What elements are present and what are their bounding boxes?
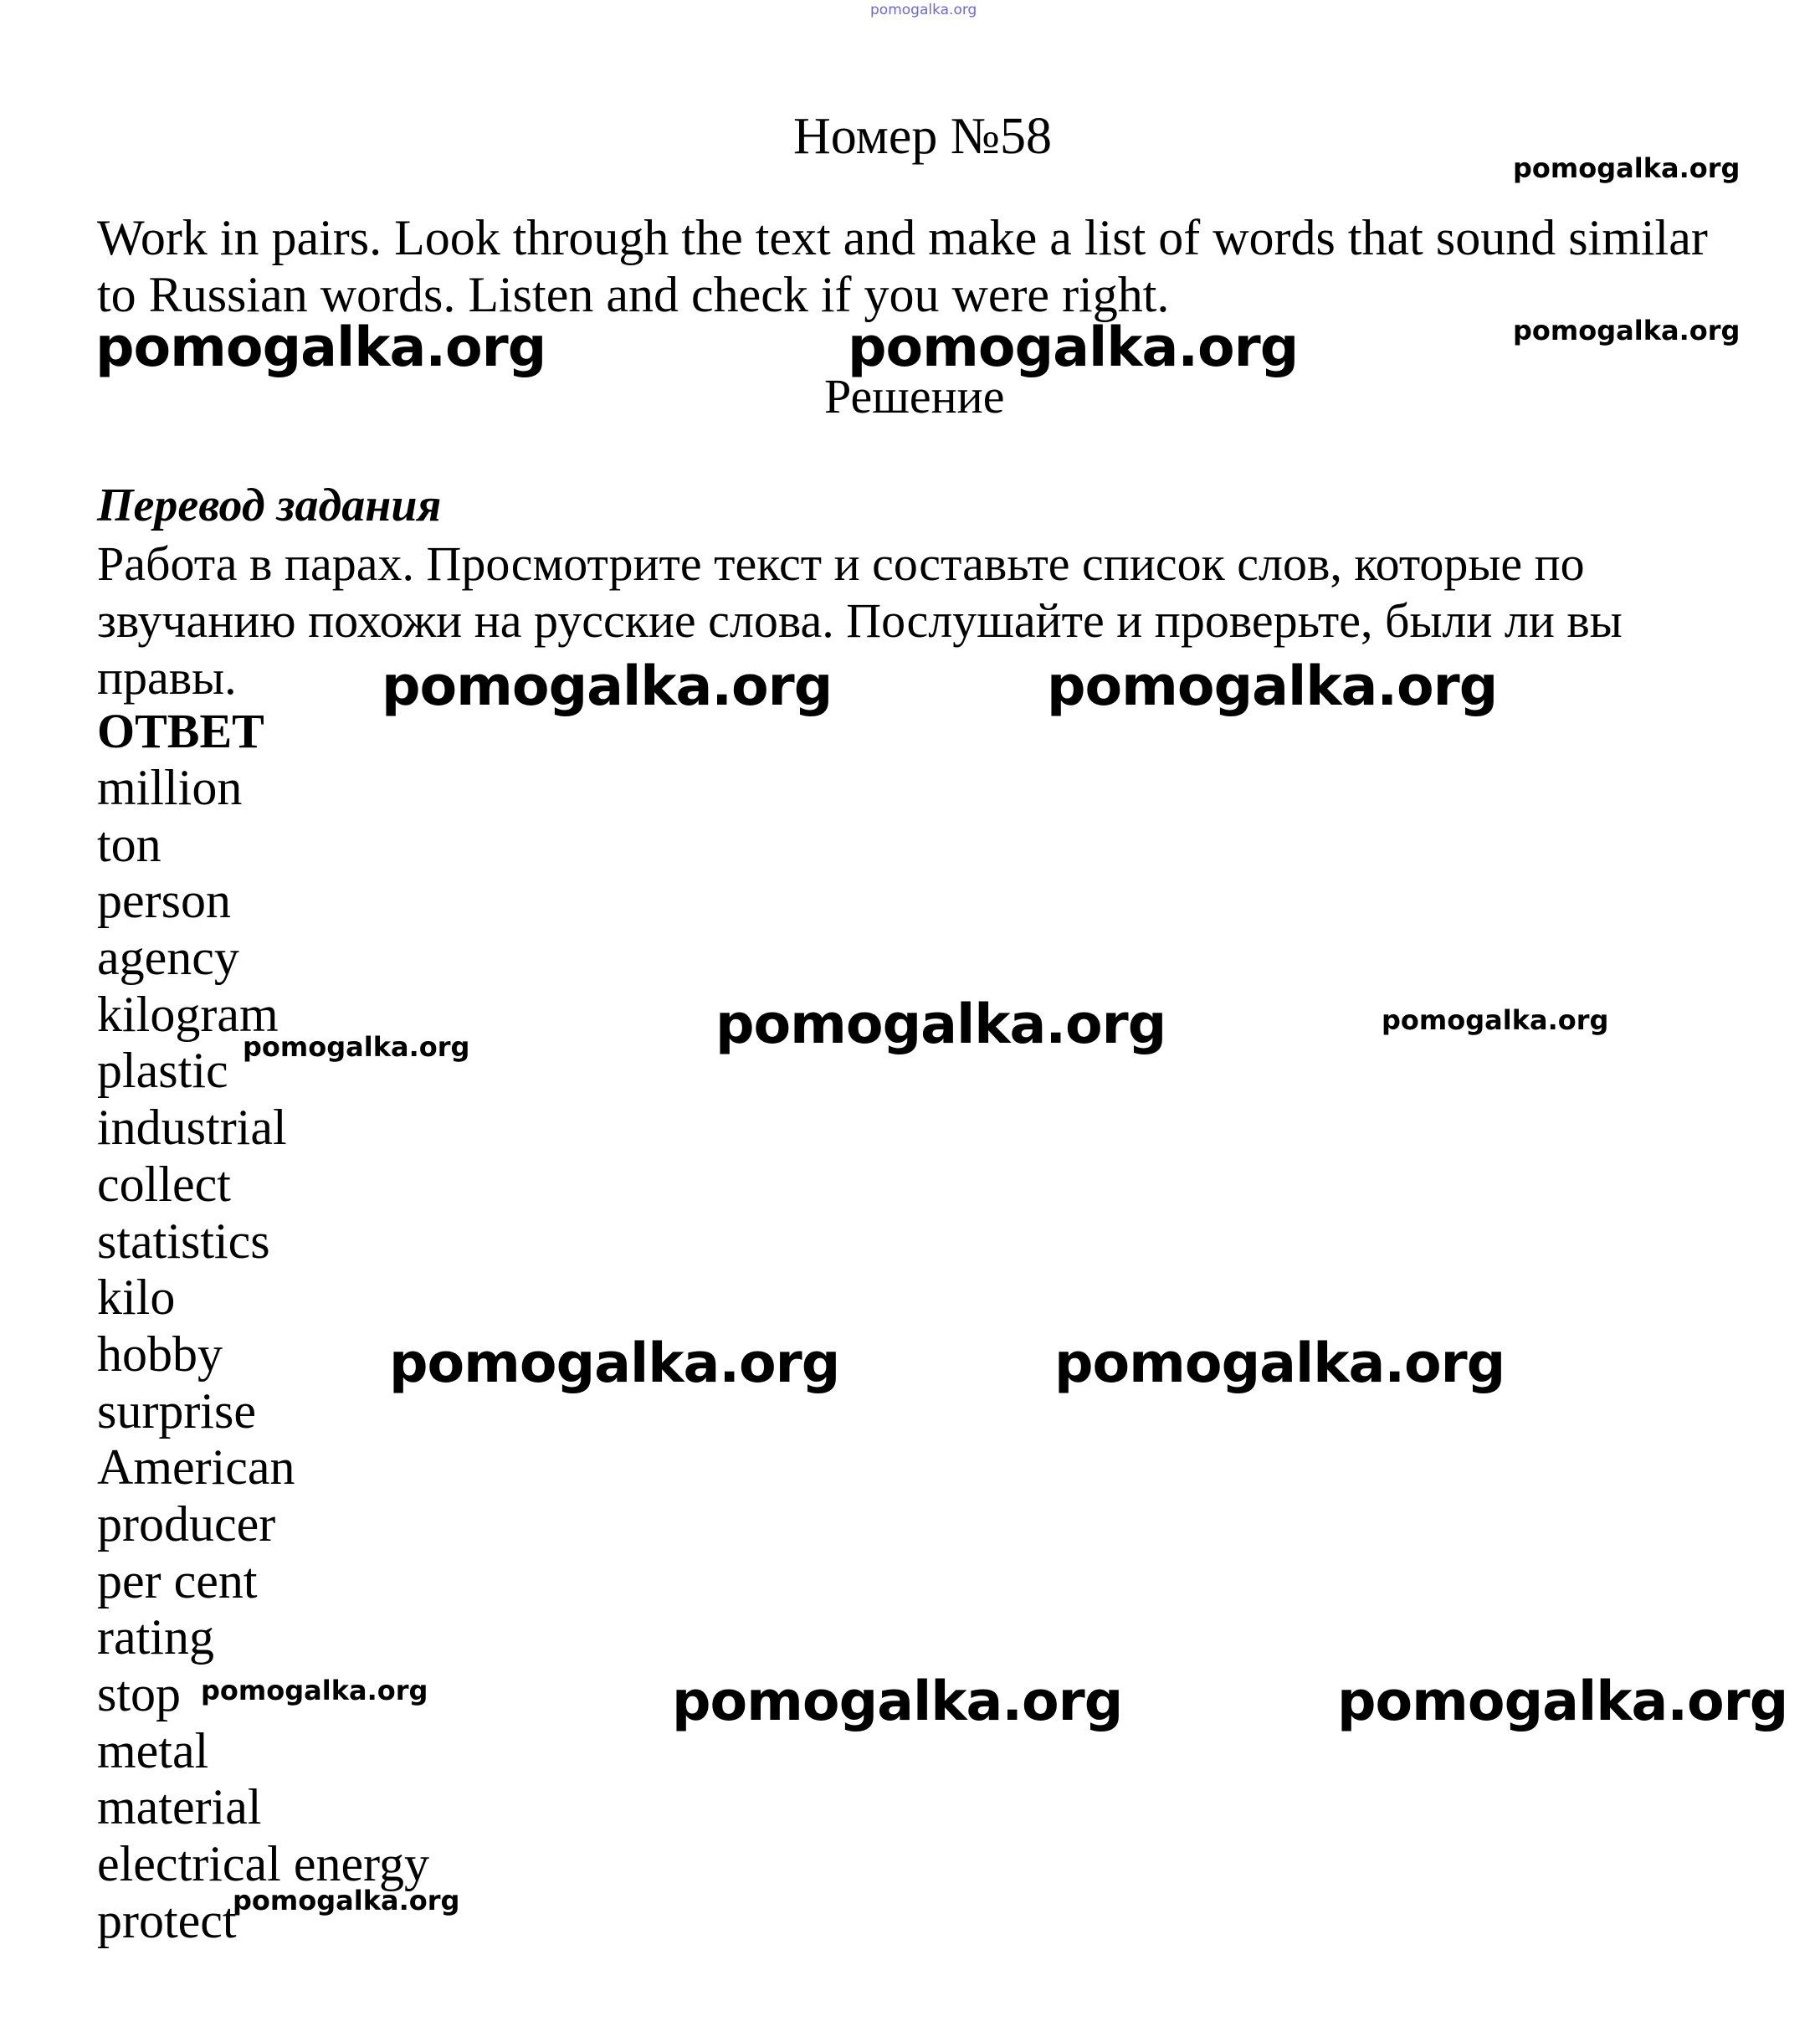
answer-word: material [97,1779,262,1835]
answer-word: statistics [97,1213,270,1269]
watermark: pomogalka.org [389,1332,840,1395]
answer-word: electrical energy [97,1836,429,1892]
watermark: pomogalka.org [672,1670,1123,1733]
task-text-line-1: Work in pairs. Look through the text and make a list of words that sound similar [97,210,1708,265]
watermark: pomogalka.org [1513,315,1741,346]
watermark: pomogalka.org [201,1675,428,1706]
answer-word: million [97,760,243,815]
watermark: pomogalka.org [1382,1004,1609,1036]
answer-word: hobby [97,1326,223,1382]
solution-label: Решение [824,369,1005,423]
answer-heading: ОТВЕТ [97,704,264,758]
answer-word-list [97,760,429,1949]
answer-word: metal [97,1722,209,1778]
answer-word: ton [97,816,161,872]
translation-text-line-1: Работа в парах. Просмотрите текст и составьте список слов, которые по [97,536,1585,591]
answer-word: kilogram [97,986,279,1042]
watermark: pomogalka.org [233,1885,460,1916]
watermark: pomogalka.org [1337,1670,1788,1733]
translation-heading: Перевод задания [97,480,442,531]
watermark: pomogalka.org [382,655,833,718]
translation-text-line-3: правы. [97,650,237,705]
watermark: pomogalka.org [243,1031,470,1063]
task-text-line-2: to Russian words. Listen and check if you were right. [97,267,1170,322]
answer-word: collect [97,1156,231,1212]
watermark: pomogalka.org [1513,152,1741,184]
answer-word: protect [97,1892,237,1948]
watermark: pomogalka.org [1054,1332,1505,1395]
answer-word: stop [97,1666,182,1721]
answer-word: surprise [97,1383,256,1439]
page-title: Номер №58 [793,108,1053,165]
answer-word: agency [97,930,239,986]
answer-word: per cent [97,1552,258,1608]
answer-word: kilo [97,1270,176,1326]
watermark: pomogalka.org [1047,655,1498,718]
answer-word: rating [97,1609,214,1665]
answer-word: plastic [97,1043,228,1099]
translation-text-line-2: звучанию похожи на русские слова. Послушайте и проверьте, были ли вы [97,593,1623,648]
watermark: pomogalka.org [715,993,1166,1056]
watermark: pomogalka.org [848,316,1299,379]
answer-word: person [97,873,231,929]
answer-word: producer [97,1496,276,1552]
top-watermark: pomogalka.org [870,2,977,18]
answer-word: industrial [97,1100,287,1156]
watermark: pomogalka.org [95,316,546,379]
answer-word: American [97,1439,295,1496]
